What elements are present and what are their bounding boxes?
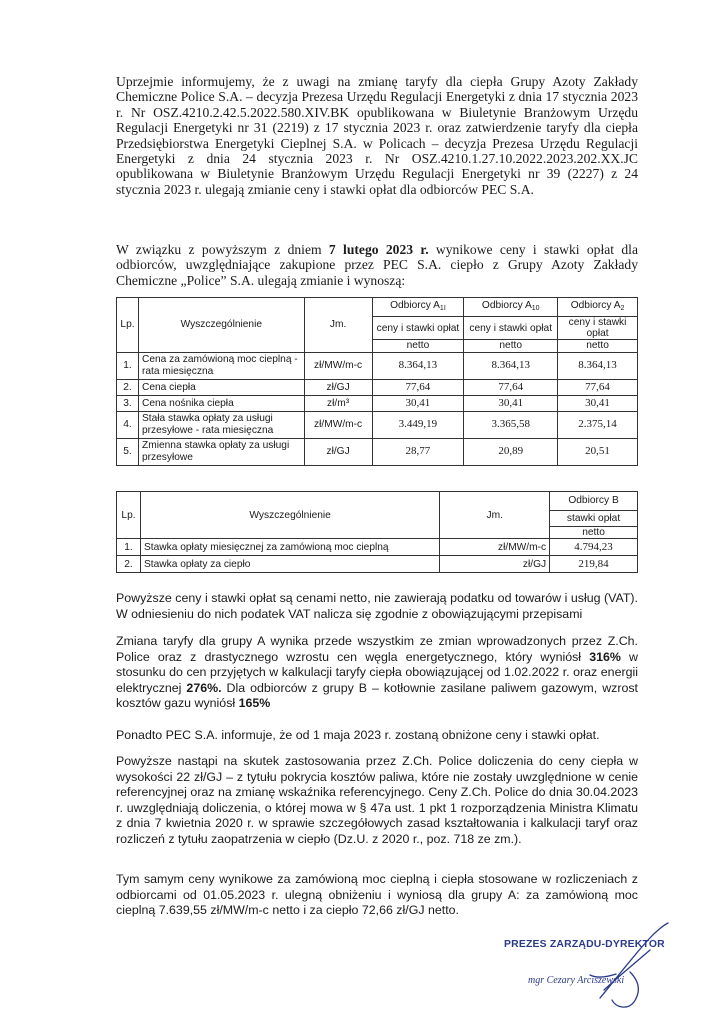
group-subscript: 2 — [620, 304, 625, 312]
new-prices-paragraph: Tym samym ceny wynikowe za zamówioną moc cieplną i ciepła stosowane w rozliczeniach z odbiorcami od 01.05.2023 r. ulegną obniżeniu i wyniosą dla grupy A: za zamówioną moc cieplną 7.639,55 zł/MW/m-c netto i za ciepło 72,66 zł/GJ netto. — [116, 872, 638, 918]
text-segment: wynikowe ceny i stawki opłat dla odbiorców, uwzględniające zakupione przez PEC S.A. ciepło z Grupy Azoty Zakłady Chemiczne „Police” S.A. ulegają zmianie i wynoszą: — [116, 242, 638, 288]
cell-value: 28,77 — [372, 438, 464, 465]
cell-lp: 2. — [117, 556, 141, 573]
effective-date: 7 lutego 2023 r. — [328, 242, 429, 257]
stamp-name: mgr Cezary Arciszewski — [528, 975, 625, 986]
effective-date-paragraph — [116, 242, 638, 288]
cell-value: 8.364,13 — [464, 352, 558, 379]
group-label: Odbiorcy A — [481, 299, 532, 311]
cell-lp: 2. — [117, 379, 139, 395]
cell-value: 20,89 — [464, 438, 558, 465]
cell-unit: zł/GJ — [304, 379, 372, 395]
cell-lp: 4. — [117, 411, 139, 438]
cell-value: 77,64 — [558, 379, 638, 395]
cell-unit: zł/m³ — [304, 395, 372, 411]
stamp-title: PREZES ZARZĄDU-DYREKTOR — [504, 939, 665, 950]
gas-increase: 165% — [238, 696, 271, 711]
cell-lp: 3. — [117, 395, 139, 411]
cell-value: 3.449,19 — [372, 411, 464, 438]
cell-value: 30,41 — [558, 395, 638, 411]
header-group-b: Odbiorcy B — [550, 492, 638, 511]
cell-unit: zł/MW/m-c — [440, 539, 550, 556]
header-description: Wyszczególnienie — [138, 298, 304, 353]
cell-description: Cena ciepła — [138, 379, 304, 395]
cell-value: 77,64 — [464, 379, 558, 395]
tariff-table-group-b — [116, 491, 638, 573]
header-netto: netto — [550, 527, 638, 539]
table-row — [117, 379, 638, 395]
cell-description: Stawka opłaty za ciepło — [140, 556, 439, 573]
cell-unit: zł/MW/m-c — [304, 411, 372, 438]
cell-value: 30,41 — [372, 395, 464, 411]
group-subscript: 1I — [439, 304, 446, 312]
cell-value: 2.375,14 — [558, 411, 638, 438]
cell-value: 30,41 — [464, 395, 558, 411]
header-netto: netto — [372, 340, 464, 352]
header-subtitle: ceny i stawki opłat — [558, 317, 638, 340]
cell-value: 4.794,23 — [550, 539, 638, 556]
cell-value: 3.365,58 — [464, 411, 558, 438]
vat-paragraph: Powyższe ceny i stawki opłat są cenami netto, nie zawierają podatku od towarów i usług (VAT). W odniesieniu do nich podatek VAT nalicza się zgodnie z obowiązującymi przepisami — [116, 591, 638, 621]
text-segment: Dla odbiorców z grupy B – kotłownie zasilane paliwem gazowym, wzrost kosztów gazu wyniósł — [116, 680, 638, 711]
cell-unit: zł/GJ — [440, 556, 550, 573]
group-label: Odbiorcy A — [390, 299, 440, 311]
cell-description: Stała stawka opłaty za usługi przesyłowe - rata miesięczna — [138, 411, 304, 438]
reduction-paragraph: Ponadto PEC S.A. informuje, że od 1 maja 2023 r. zostaną obniżone ceny i stawki opłat. — [116, 728, 600, 742]
header-lp: Lp. — [117, 298, 139, 353]
header-subtitle: ceny i stawki opłat — [464, 317, 558, 340]
cell-description: Zmienna stawka opłaty za usługi przesyłowe — [138, 438, 304, 465]
group-label: Odbiorcy A — [570, 299, 621, 311]
cell-lp: 1. — [117, 352, 139, 379]
cell-lp: 1. — [117, 539, 141, 556]
header-group-a2 — [558, 298, 638, 317]
tariff-change-paragraph — [116, 634, 638, 712]
cell-unit: zł/MW/m-c — [304, 352, 372, 379]
cell-value: 20,51 — [558, 438, 638, 465]
cell-description: Cena za zamówioną moc cieplną - rata miesięczna — [138, 352, 304, 379]
header-subtitle: ceny i stawki opłat — [372, 317, 464, 340]
table-row — [117, 395, 638, 411]
header-lp: Lp. — [117, 492, 141, 539]
cell-value: 77,64 — [372, 379, 464, 395]
table-row — [117, 352, 638, 379]
tariff-table-group-a — [116, 297, 638, 466]
intro-paragraph: Uprzejmie informujemy, że z uwagi na zmianę taryfy dla ciepła Grupy Azoty Zakłady Chemiczne Police S.A. – decyzja Prezesa Urzędu Regulacji Energetyki z dnia 17 stycznia 2023 r. Nr OSZ.4210.2.42.5.2022.580.XIV.BK opublikowana w Biuletynie Branżowym Urzędu Regulacji Energetyki nr 31 (2219) z 17 stycznia 2023 r. oraz zatwierdzenie taryfy dla ciepła Przedsiębiorstwa Energetyki Cieplnej S.A. w Policach – decyzja Prezesa Urzędu Regulacji Energetyki z dnia 24 stycznia 2023 r. Nr OSZ.4210.1.27.10.2022.2023.202.XX.JC opublikowana w Biuletynie Branżowym Urzędu Regulacji Energetyki nr 39 (2227) z 24 stycznia 2023 r. ulegają zmianie ceny i stawki opłat dla odbiorców PEC S.A. — [116, 74, 638, 197]
cell-value: 8.364,13 — [372, 352, 464, 379]
cell-lp: 5. — [117, 438, 139, 465]
header-group-a1i — [372, 298, 464, 317]
handwritten-signature — [530, 920, 680, 1015]
coal-increase: 316% — [589, 649, 621, 664]
header-netto: netto — [464, 340, 558, 352]
table-row — [117, 539, 638, 556]
cell-unit: zł/GJ — [304, 438, 372, 465]
group-subscript: 10 — [531, 304, 540, 312]
cell-description: Cena nośnika ciepła — [138, 395, 304, 411]
text-segment: Zmiana taryfy dla grupy A wynika przede wszystkim ze zmian wprowadzonych przez Z.Ch. Police oraz z drastycznego wzrostu cen węgla energetycznego, który wyniósł — [116, 634, 638, 664]
table-row — [117, 556, 638, 573]
header-netto: netto — [558, 340, 638, 352]
table-row — [117, 438, 638, 465]
cell-description: Stawka opłaty miesięcznej za zamówioną moc cieplną — [140, 539, 439, 556]
header-description: Wyszczególnienie — [140, 492, 439, 539]
header-unit: Jm. — [304, 298, 372, 353]
header-group-a10 — [464, 298, 558, 317]
cell-value: 219,84 — [550, 556, 638, 573]
cell-value: 8.364,13 — [558, 352, 638, 379]
text-segment: w stosunku do cen przyjętych w kalkulacji taryfy ciepła obowiązującej od 1.02.2022 r. oraz energii elektrycznej — [116, 649, 638, 695]
reason-paragraph: Powyższe nastąpi na skutek zastosowania przez Z.Ch. Police doliczenia do ceny ciepła w wysokości 22 zł/GJ – z tytułu pokrycia kosztów paliwa, które nie zostały uwzględnione w cenie referencyjnej oraz na zmianę wskaźnika referencyjnego. Ceny Z.Ch. Police do dnia 30.04.2023 r. uwzględniają doliczenia, o której mowa w § 47a ust. 1 pkt 1 rozporządzenia Ministra Klimatu z dnia 7 kwietnia 2020 r. w sprawie szczegółowych zasad kształtowania i kalkulacji taryf oraz rozliczeń z tytułu zaopatrzenia w ciepło (Dz.U. z 2020 r., poz. 718 ze zm.). — [116, 754, 638, 846]
electricity-increase: 276%. — [186, 680, 222, 695]
table-row — [117, 411, 638, 438]
text-segment: W związku z powyższym z dniem — [116, 242, 329, 257]
header-subtitle: stawki opłat — [550, 511, 638, 527]
header-unit: Jm. — [440, 492, 550, 539]
